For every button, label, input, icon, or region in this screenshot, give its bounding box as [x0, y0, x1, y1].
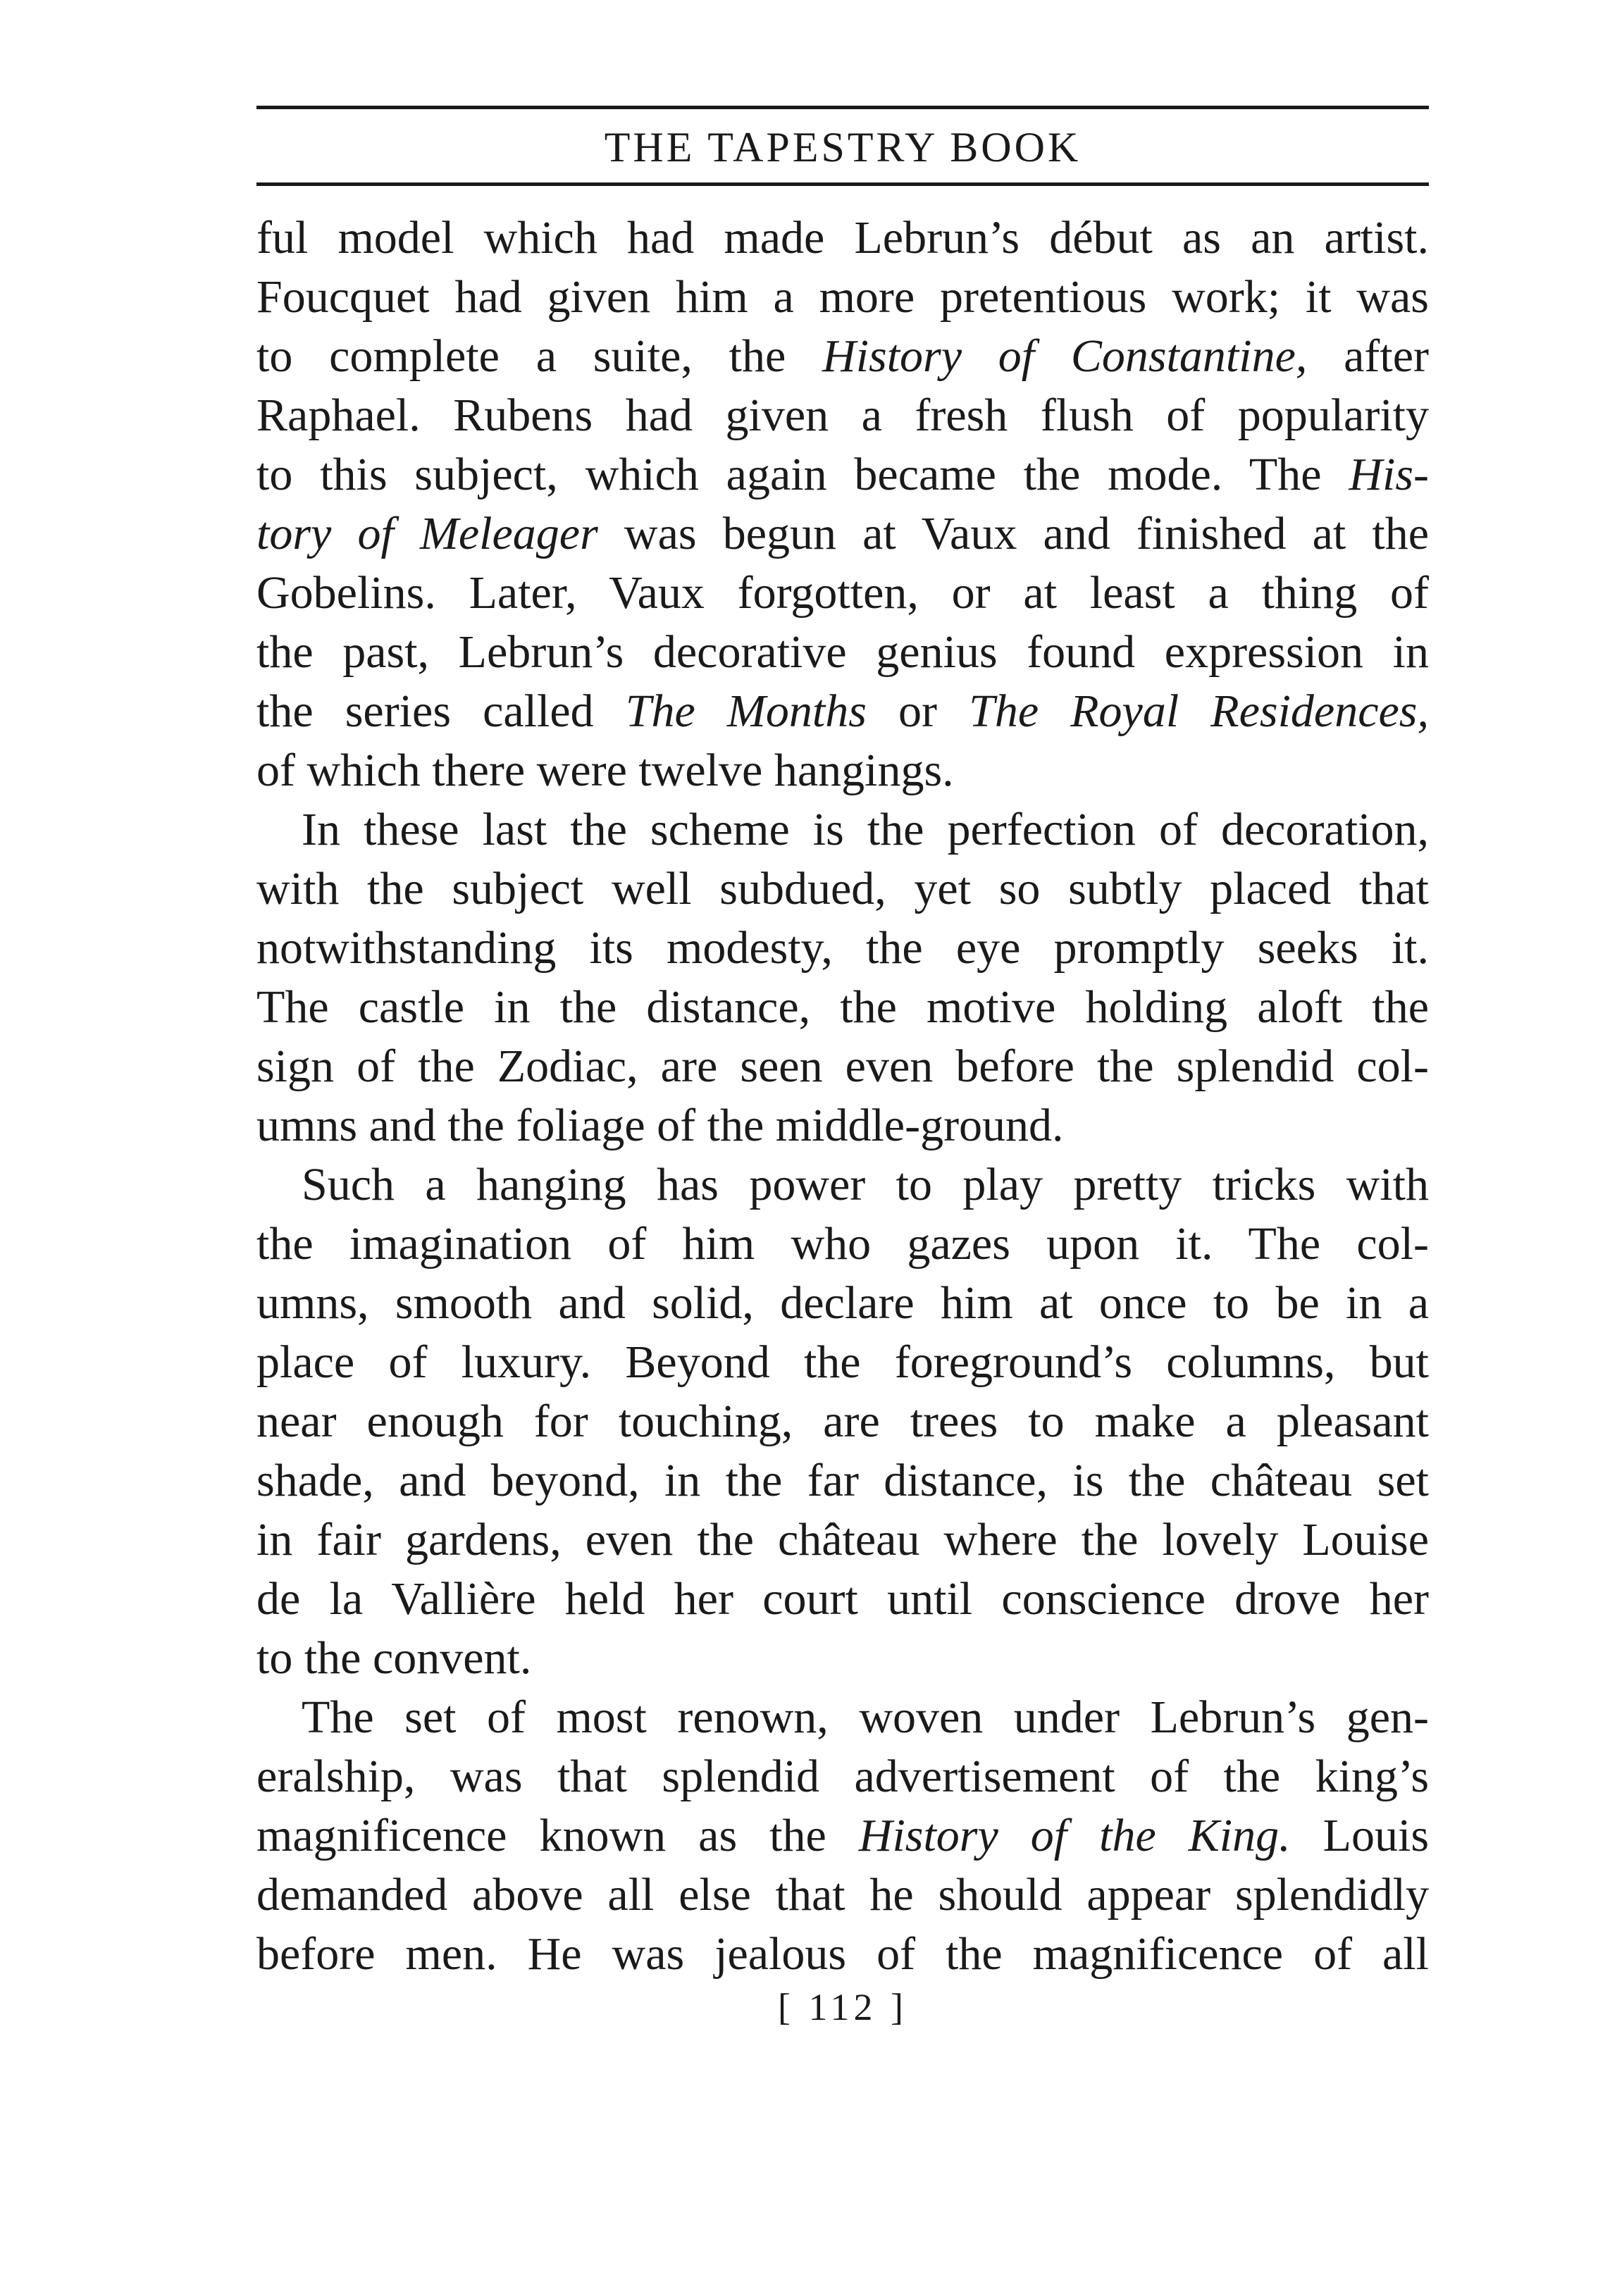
text-line: Gobelins. Later, Vaux forgotten, or at least a thing of	[256, 567, 1429, 619]
italic-title: The Months	[625, 685, 867, 737]
text-line: Such a hanging has power to play pretty tricks with	[302, 1159, 1429, 1210]
text-line: the imagination of him who gazes upon it. The col-	[256, 1218, 1429, 1270]
text-line: in fair gardens, even the château where the lovely Louise	[256, 1514, 1429, 1565]
text-line: the past, Lebrun’s decorative genius found expression in	[256, 626, 1429, 678]
text-line: place of luxury. Beyond the foreground’s columns, but	[256, 1336, 1429, 1388]
body-text	[256, 209, 1429, 1984]
text-line: with the subject well subdued, yet so subtly placed that	[256, 863, 1429, 914]
text-line: Foucquet had given him a more pretentious work; it was	[256, 271, 1429, 323]
text-line: shade, and beyond, in the far distance, is the château set	[256, 1455, 1429, 1506]
text-line: umns and the foliage of the middle-ground.	[256, 1100, 1064, 1151]
text-line: umns, smooth and solid, declare him at once to be in a	[256, 1277, 1429, 1329]
paragraph-1	[256, 209, 1429, 800]
text-line: before men. He was jealous of the magnificence of all	[256, 1928, 1429, 1980]
text-line: of which there were twelve hangings.	[256, 745, 954, 796]
text-line: In these last the scheme is the perfection of decoration,	[302, 804, 1429, 855]
italic-title: History of the King.	[858, 1810, 1291, 1861]
italic-title: The Royal Residences,	[969, 685, 1429, 737]
text-line: to this subject, which again became the mode. The His-	[256, 449, 1429, 500]
text-line: de la Vallière held her court until conscience drove her	[256, 1573, 1429, 1625]
text-line: the series called The Months or The Royal Residences,	[256, 685, 1429, 737]
header-rule-bottom	[256, 182, 1429, 186]
text-line: to the convent.	[256, 1632, 532, 1684]
paragraph-4	[256, 1688, 1429, 1984]
italic-title: History of Constantine,	[822, 330, 1308, 382]
text-line: magnificence known as the History of the King. Louis	[256, 1810, 1430, 1861]
text-line: eralship, was that splendid advertisement of the king’s	[256, 1751, 1429, 1802]
text-line: sign of the Zodiac, are seen even before the splendid col-	[256, 1041, 1429, 1092]
italic-title: His-	[1349, 449, 1429, 500]
text-line: The set of most renown, woven under Lebrun’s gen-	[302, 1692, 1429, 1743]
italic-title: tory of Meleager	[256, 508, 598, 559]
text-line: tory of Meleager was begun at Vaux and finished at the	[256, 508, 1429, 559]
header-rule-top	[256, 106, 1429, 109]
text-line: Raphael. Rubens had given a fresh flush of popularity	[256, 390, 1429, 441]
paragraph-3	[256, 1155, 1429, 1688]
text-line: The castle in the distance, the motive holding aloft the	[256, 981, 1429, 1033]
book-page	[256, 106, 1429, 2029]
page-number: [ 112 ]	[778, 1986, 907, 2028]
running-head: THE TAPESTRY BOOK	[604, 124, 1082, 170]
paragraph-2	[256, 800, 1429, 1155]
text-line: to complete a suite, the History of Constantine, after	[256, 330, 1429, 382]
text-line: ful model which had made Lebrun’s début as an artist.	[256, 212, 1429, 263]
text-line: demanded above all else that he should appear splendidly	[256, 1869, 1429, 1920]
text-line: notwithstanding its modesty, the eye promptly seeks it.	[256, 922, 1429, 974]
text-line: near enough for touching, are trees to make a pleasant	[256, 1396, 1429, 1447]
